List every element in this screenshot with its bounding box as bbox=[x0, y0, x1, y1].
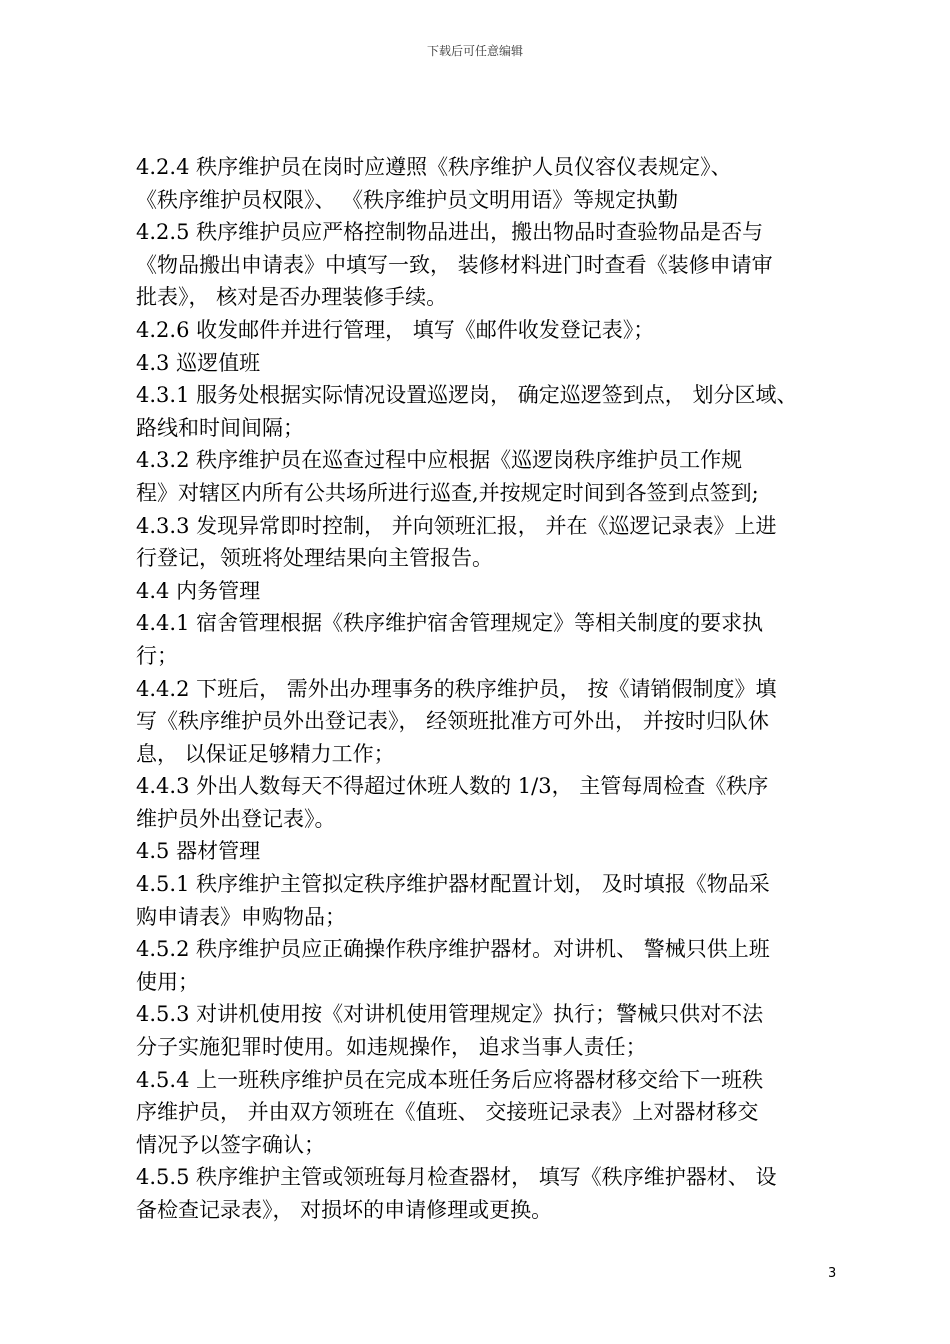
text-line: 4.3.3 发现异常即时控制， 并向领班汇报， 并在《巡逻记录表》上进 bbox=[136, 513, 777, 538]
text-line: 《秩序维护员权限》、 《秩序维护员文明用语》等规定执勤 bbox=[136, 187, 679, 212]
text-line: 4.2.6 收发邮件并进行管理， 填写《邮件收发登记表》； bbox=[136, 317, 655, 342]
text-line: 4.5.5 秩序维护主管或领班每月检查器材， 填写《秩序维护器材、 设 bbox=[136, 1165, 777, 1190]
text-line: 行登记，领班将处理结果向主管报告。 bbox=[136, 546, 493, 571]
text-line: 批表》， 核对是否办理装修手续。 bbox=[136, 285, 448, 310]
text-line: 程》对辖区内所有公共场所进行巡查,并按规定时间到各签到点签到; bbox=[136, 480, 759, 505]
text-line: 备检查记录表》， 对损坏的申请修理或更换。 bbox=[136, 1198, 553, 1222]
text-line: 《物品搬出申请表》中填写一致， 装修材料进门时查看《装修申请审 bbox=[136, 252, 773, 277]
text-line: 4.4.3 外出人数每天不得超过休班人数的 1/3， 主管每周检查《秩序 bbox=[136, 774, 769, 799]
text-line: 4.2.4 秩序维护员在岗时应遵照《秩序维护人员仪容仪表规定》、 bbox=[136, 155, 732, 179]
text-line: 4.5.4 上一班秩序维护员在完成本班任务后应将器材移交给下一班秩 bbox=[136, 1067, 764, 1092]
text-line: 序维护员， 并由双方领班在《值班、 交接班记录表》上对器材移交 bbox=[136, 1100, 759, 1125]
text-line: 使用； bbox=[136, 969, 199, 994]
text-line: 息， 以保证足够精力工作； bbox=[136, 741, 395, 766]
section-heading: 4.4 内务管理 bbox=[136, 578, 261, 603]
text-line: 4.3.2 秩序维护员在巡查过程中应根据《巡逻岗秩序维护员工作规 bbox=[136, 448, 743, 473]
text-line: 情况予以签字确认； bbox=[136, 1132, 325, 1157]
text-line: 4.2.5 秩序维护员应严格控制物品进出，搬出物品时查验物品是否与 bbox=[136, 220, 764, 245]
text-line: 购申请表》申购物品； bbox=[136, 904, 346, 929]
text-line: 行； bbox=[136, 643, 178, 668]
document-body bbox=[136, 151, 842, 1227]
text-line: 4.4.2 下班后， 需外出办理事务的秩序维护员， 按《请销假制度》填 bbox=[136, 676, 777, 701]
text-line: 4.5.1 秩序维护主管拟定秩序维护器材配置计划， 及时填报《物品采 bbox=[136, 872, 770, 897]
text-line: 写《秩序维护员外出登记表》， 经领班批准方可外出， 并按时归队休 bbox=[136, 709, 769, 734]
text-line: 路线和时间间隔； bbox=[136, 415, 304, 440]
section-heading: 4.5 器材管理 bbox=[136, 839, 261, 864]
text-line: 4.3.1 服务处根据实际情况设置巡逻岗， 确定巡逻签到点， 划分区域、 bbox=[136, 383, 798, 408]
page-number: 3 bbox=[828, 1266, 837, 1281]
text-line: 4.4.1 宿舍管理根据《秩序维护宿舍管理规定》等相关制度的要求执 bbox=[136, 611, 764, 636]
text-line: 4.5.3 对讲机使用按《对讲机使用管理规定》执行；警械只供对不法 bbox=[136, 1002, 764, 1027]
header-note: 下载后可任意编辑 bbox=[426, 44, 523, 58]
text-line: 维护员外出登记表》。 bbox=[136, 806, 336, 831]
text-line: 分子实施犯罪时使用。如违规操作， 追求当事人责任； bbox=[136, 1035, 647, 1060]
text-line: 4.5.2 秩序维护员应正确操作秩序维护器材。对讲机、 警械只供上班 bbox=[136, 937, 770, 962]
section-heading: 4.3 巡逻值班 bbox=[136, 350, 261, 375]
